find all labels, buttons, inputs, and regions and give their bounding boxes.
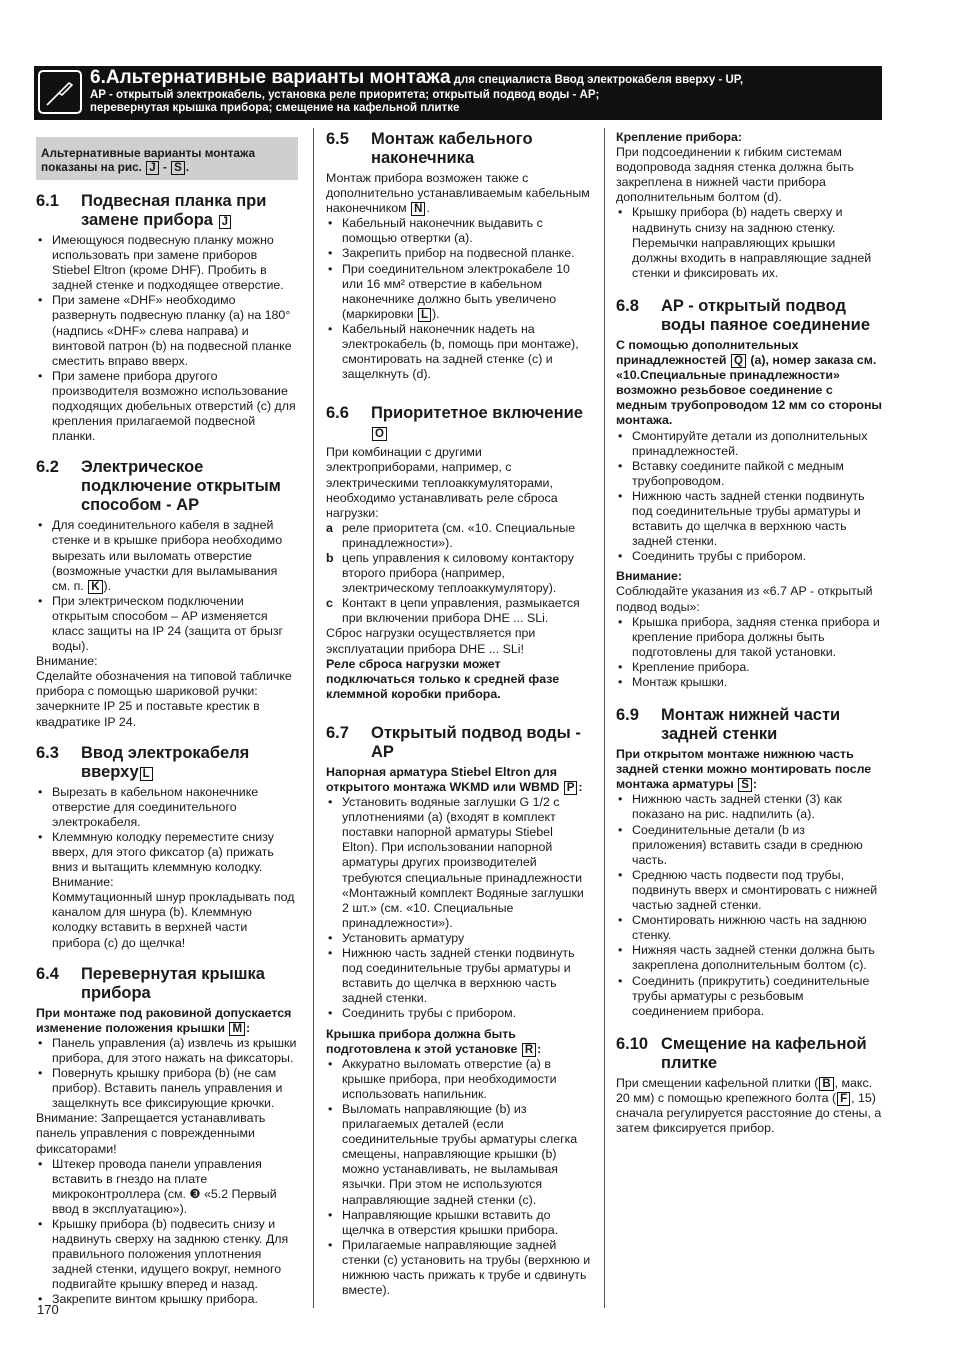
section-heading-6-6: 6.6 Приоритетное включение O <box>326 404 583 441</box>
list-item: • Кабельный наконечник надеть на электрокабель (b, помощь при монтаже), смонтировать на задней стенке (с) и защелкнуть (d). <box>326 322 592 382</box>
column-2 <box>326 128 592 1298</box>
list-item: • Нижнюю часть задней стенки (3) как показано на рис. надпилить (а). <box>616 792 882 822</box>
list-item: • Крышка прибора, задняя стенка прибора и крепление прибора должны быть подготовлены для такой установки. <box>616 615 882 660</box>
subheading: Крышка прибора должна быть подготовлена к этой установке R : <box>326 1026 542 1056</box>
figure-ref: J <box>146 161 158 175</box>
list-item: • Прилагаемые направляющие задней стенки (с) установить на трубы (верхнюю и нижнюю часть прижать к трубе и сдвинуть вместе). <box>326 1238 592 1298</box>
list-6-2 <box>36 518 298 654</box>
lettered-item: a реле приоритета (см. «10. Специальные принадлежности»). <box>326 520 576 550</box>
figure-ref: L <box>418 308 431 322</box>
list-6-9 <box>616 792 882 1018</box>
list-item: • Среднюю часть подвести под трубы, подвинуть вверх и смонтировать с нижней частью задней стенки. <box>616 868 882 913</box>
figure-ref: S <box>738 778 752 792</box>
screwdriver-icon <box>38 70 82 114</box>
list-6-7b <box>326 1057 592 1299</box>
note-block: Внимание: Коммутационный шнур прокладывать под каналом для шнура (b). Клеммную колодку вставить в верхней части прибора (с) до щелчка! <box>52 875 295 950</box>
list-item: • Установить водяные заглушки G 1/2 с уплотнениями (а) (входят в комплект поставки напорной арматуры Stiebel Elton). При использовании напорной арматуры других производителей требуются специальные принадлежности «Монтажный комплект Водяные заглушки 2 шт.» (см. «10. Специальные принадлежности»). <box>326 795 592 931</box>
list-item: • Нижняя часть задней стенки должна быть закреплена дополнительным болтом (с). <box>616 943 882 973</box>
section-header <box>34 66 882 120</box>
list-item: • Клеммную колодку переместите снизу вверх, для этого фиксатор (а) прижать вниз и вытащить клеммную колодку. <box>36 830 298 875</box>
section-intro: Напорная арматура Stiebel Eltron для открытого монтажа WKMD или WBMD P : <box>326 764 583 794</box>
note-label: Внимание: <box>36 654 98 669</box>
subheading: Крепление прибора: <box>616 130 743 144</box>
list-item: • Монтаж крышки. <box>616 675 882 690</box>
list-6-1 <box>36 233 298 444</box>
figure-ref: S <box>171 161 185 175</box>
section-heading-6-5: 6.5 Монтаж кабельного наконечника <box>326 130 533 167</box>
figure-ref: M <box>229 1022 245 1036</box>
list-item: • Нижнюю часть задней стенки подвинуть под соединительные трубы арматуры и вставить до щелчка в верхнюю часть задней стенки. <box>616 489 882 549</box>
list-item: • Закрепить прибор на подвесной планке. <box>326 246 592 261</box>
list-item: • Установить арматуру <box>326 931 592 946</box>
body-text: При смещении кафельной плитки ( B , макс. 20 мм) с помощью крепежного болта ( F , 15) сначала регулируется расстояние до стены, а затем фиксируется прибор. <box>616 1075 882 1136</box>
list-6-4 <box>36 1036 298 1111</box>
list-item: • При соединительном электрокабеле 10 или 16 мм² отверстие в кабельном наконечнике должно быть увеличено (маркировки L ). <box>326 262 592 322</box>
header-subtitle-2: AP - открытый электрокабель, установка реле приоритета; открытый подвод воды - AP; <box>90 89 600 101</box>
list-item: • При замене «DHF» необходимо развернуть подвесную планку (а) на 180° (надпись «DHF» слева направа) и винтовой патрон (b) на подвесной планке сместить вправо вверх. <box>36 293 298 368</box>
column-1 <box>36 128 298 1308</box>
section-heading-6-9: 6.9 Монтаж нижней части задней стенки <box>616 706 841 744</box>
header-text <box>90 67 876 115</box>
list-item: • Соединить трубы с прибором. <box>326 1006 592 1021</box>
figure-ref: R <box>522 1043 536 1057</box>
lettered-item: b цепь управления к силовому контактору второго прибора (например, электрическому теплоаккумулятору). <box>326 550 575 596</box>
column-3 <box>616 128 882 1136</box>
list-item: • Крышку прибора (b) подвесить снизу и надвинуть сверху на заднюю стенку. Для правильного положения уплотнения задней стенки, идущего вокруг, немного подвигайте крышку вперед и назад. <box>36 1217 298 1292</box>
list-6-5 <box>326 216 592 382</box>
section-heading-6-10: 6.10 Смещение на кафельной плитке <box>616 1034 867 1072</box>
section-heading-6-2: 6.2 Электрическое подключение открытым способом - AP <box>36 458 281 515</box>
list-item: • При электрическом подключении открытым способом – AP изменяется класс защиты на IP 24 (защита от брызг воды). <box>36 594 298 654</box>
list-item: • Вставку соедините пайкой с медным трубопроводом. <box>616 459 882 489</box>
section-heading-6-8: 6.8 AP - открытый подвод воды паяное соединение <box>616 296 870 334</box>
list-item: • Крышку прибора (b) надеть сверху и надвинуть снизу на заднюю стенку. Перемычки направляющих крышки должны входить в направляющие задней стенки и фиксировать их. <box>616 205 882 280</box>
lettered-item: c Контакт в цепи управления, размыкается при включении прибора DHE ... SLi. <box>326 596 580 626</box>
list-fix <box>616 205 882 280</box>
list-item: • Аккуратно выломать отверстие (а) в крышке прибора, при необходимости использовать напильник. <box>326 1057 592 1102</box>
list-6-3 <box>36 785 298 876</box>
figure-ref: Q <box>731 354 746 368</box>
note-text: Сделайте обозначения на типовой табличке прибора с помощью шариковой ручки: зачеркните IP 25 и поставьте крестик в квадратике IP 24. <box>36 669 292 729</box>
list-item: • Крепление прибора. <box>616 660 882 675</box>
chapter-title: 6.Альтернативные варианты монтажа <box>90 67 451 88</box>
list-6-4b <box>36 1157 298 1308</box>
list-item: • Панель управления (а) извлечь из крышки прибора, для этого нажать на фиксаторы. <box>36 1036 298 1066</box>
list-item: • Кабельный наконечник выдавить с помощью отвертки (а). <box>326 216 592 246</box>
list-item: • При замене прибора другого производителя возможно использование подходящих дюбельных отверстий (с) для крепления прилагаемой подвесной планки. <box>36 369 298 444</box>
list-6-8b <box>616 615 882 690</box>
body-text: При подсоединении к гибким системам водопровода задняя стенка должна быть закреплена в нижней части прибора дополнительным болтом (d). <box>616 145 854 205</box>
list-item: • Вырезать в кабельном наконечнике отверстие для соединительного электрокабеля. <box>36 785 298 830</box>
section-heading-6-3: 6.3 Ввод электрокабеля вверху L <box>36 743 250 781</box>
figure-ref: B <box>819 1077 833 1091</box>
list-item: • Соединительные детали (b из приложения) вставить сзади в среднюю часть. <box>616 823 882 868</box>
section-intro: С помощью дополнительных принадлежностей Q (а), номер заказа см. «10.Специальные принадлежности» возможно резьбовое соединение с медным трубопроводом 12 мм со стороны монтажа. <box>616 337 883 428</box>
list-item: • Выломать направляющие (b) из прилагаемых деталей (если соединительные трубы арматуры слегка смещены, направляющие крышки (b) можно устанавливать, не выламывая язычки. При этом не используются направляющие задней стенки (с). <box>326 1102 592 1208</box>
header-subtitle-3: перевернутая крышка прибора; смещение на кафельной плитке <box>90 102 460 114</box>
column-divider <box>313 128 314 1308</box>
figure-ref: J <box>219 215 231 229</box>
figure-ref: K <box>88 580 102 594</box>
section-intro: При открытом монтаже нижнюю часть задней стенки можно монтировать после монтажа арматуры S : <box>616 747 872 792</box>
list-item: • Направляющие крышки вставить до щелчка в отверстия крышки прибора. <box>326 1208 592 1238</box>
list-item: • Имеющуюся подвесную планку можно использовать при замене приборов Stiebel Eltron (кроме DHF). Пробить в задней стенке и подходящее отверстие. <box>36 233 298 293</box>
page-number: 170 <box>37 1302 59 1317</box>
list-item: • Закрепите винтом крышку прибора. <box>36 1292 298 1307</box>
column-divider <box>604 128 605 1308</box>
list-item: • Смонтировать нижнюю часть на заднюю стенку. <box>616 913 882 943</box>
body-text: Сброс нагрузки осуществляется при эксплуатации прибора DHE ... SLi! <box>326 626 536 656</box>
figure-ref: P <box>564 781 578 795</box>
figure-ref: N <box>411 202 425 216</box>
figure-ref: L <box>140 767 153 781</box>
section-intro: При комбинации с другими электроприборами, например, с электрическими теплоаккумуляторами, необходимо устанавливать реле сброса нагрузки: <box>326 445 558 520</box>
intro-box: Альтернативные варианты монтажа показаны на рис. J - S . <box>36 137 298 180</box>
list-item: • Штекер провода панели управления вставить в гнездо на плате микроконтроллера (см. ❸ «5.2 Первый ввод в эксплуатацию»). <box>36 1157 298 1217</box>
note-label: Внимание: <box>616 569 683 584</box>
section-intro: При монтаже под раковиной допускается изменение положения крышки M : <box>36 1005 292 1035</box>
note-text: Соблюдайте указания из «6.7 AP - открытый подвод воды»: <box>616 584 873 614</box>
header-subtitle-1: для специалиста Ввод электрокабеля вверху - UP, <box>453 74 744 86</box>
section-heading-6-7: 6.7 Открытый подвод воды - AP <box>326 723 581 761</box>
list-item: • Для соединительного кабеля в задней стенке и в крышке прибора необходимо вырезать или выломать отверстие (возможные участки для выламывания см. п. K ). <box>36 518 298 593</box>
bold-note: Реле сброса нагрузки может подключаться только к средней фазе клеммной коробки прибора. <box>326 656 560 701</box>
list-item: • Соединить (прикрутить) соединительные трубы арматуры с резьбовым соединением прибора. <box>616 974 882 1019</box>
section-heading-6-1: 6.1 Подвесная планка при замене прибора J <box>36 192 267 229</box>
figure-ref: F <box>837 1092 850 1106</box>
figure-ref: O <box>372 427 387 441</box>
list-item: • Повернуть крышку прибора (b) (не сам прибор). Вставить панель управления и защелкнуть все фиксирующие крючки. <box>36 1066 298 1111</box>
list-6-8 <box>616 429 882 565</box>
list-item: • Смонтируйте детали из дополнительных принадлежностей. <box>616 429 882 459</box>
list-6-7 <box>326 795 592 1021</box>
section-intro: Монтаж прибора возможен также с дополнительно устанавливаемым кабельным наконечником N . <box>326 171 590 216</box>
list-item: • Нижнюю часть задней стенки подвинуть под соединительные трубы арматуры и вставить до щелчка в верхнюю часть задней стенки. <box>326 946 592 1006</box>
list-item: • Соединить трубы с прибором. <box>616 549 882 564</box>
section-heading-6-4: 6.4 Перевернутая крышка прибора <box>36 964 265 1002</box>
warning-text: Внимание: Запрещается устанавливать панель управления с поврежденными фиксаторами! <box>36 1111 266 1156</box>
